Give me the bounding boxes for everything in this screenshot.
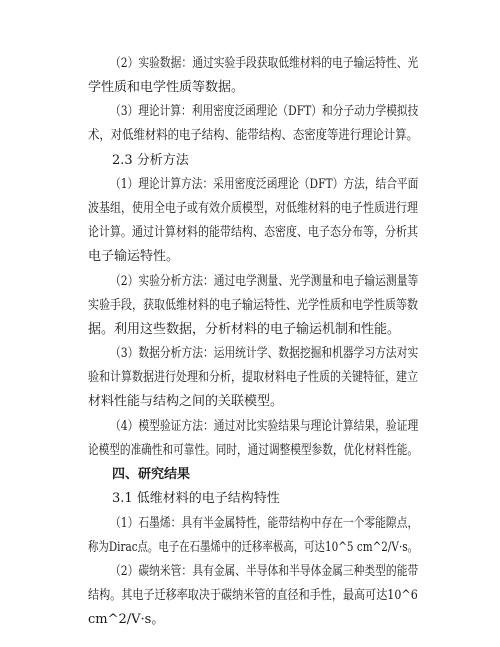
paragraph-line: （2）实验分析方法：通过电学测量、光学测量和电子输运测量等 (110, 274, 419, 289)
paragraph-line: （2）实验数据：通过实验手段获取低维材料的电子输运特性、光 (110, 56, 419, 71)
paragraph-line: 电子输运特性。 (88, 249, 180, 264)
section-heading: 3.1 低维材料的电子结构特性 (112, 491, 280, 506)
paragraph-line: （1）理论计算方法：采用密度泛函理论（DFT）方法，结合平面 (110, 177, 419, 192)
paragraph-line: 称为Dirac点。电子在石墨烯中的迁移率极高，可达10^5 cm^2/V·s。 (88, 540, 419, 555)
paragraph-line: （4）模型验证方法：通过对比实验结果与理论计算结果，验证理 (110, 419, 419, 434)
paragraph-line: （2）碳纳米管：具有金属、半导体和半导体金属三种类型的能带 (110, 564, 419, 579)
paragraph-line: 论计算。通过计算材料的能带结构、态密度、电子态分布等，分析其 (88, 225, 419, 240)
paragraph-line: （3）数据分析方法：运用统计学、数据挖掘和机器学习方法对实 (110, 346, 419, 361)
paragraph-line: 据。利用这些数据，分析材料的电子输运机制和性能。 (88, 322, 401, 337)
paragraph-line: 术，对低维材料的电子结构、能带结构、态密度等进行理论计算。 (88, 128, 419, 143)
paragraph-line: 论模型的准确性和可靠性。同时，通过调整模型参数，优化材料性能。 (88, 443, 419, 458)
paragraph-line: 验和计算数据进行处理和分析，提取材料电子性质的关键特征，建立 (88, 370, 419, 385)
paragraph-line: 学性质和电学性质等数据。 (88, 80, 245, 95)
paragraph-line: 材料性能与结构之间的关联模型。 (88, 394, 284, 409)
paragraph-line: 波基组，使用全电子或有效介质模型，对低维材料的电子性质进行理 (88, 201, 419, 216)
chapter-heading: 四、研究结果 (112, 467, 191, 482)
paragraph-line: cm^2/V·s。 (88, 612, 165, 627)
paragraph-line: 结构。其电子迁移率取决于碳纳米管的直径和手性，最高可达10^6 (88, 588, 418, 603)
section-heading: 2.3 分析方法 (112, 153, 189, 168)
paragraph-line: 实验手段，获取低维材料的电子输运特性、光学性质和电学性质等数 (88, 298, 419, 313)
paragraph-line: （1）石墨烯：具有半金属特性，能带结构中存在一个零能隙点， (110, 516, 419, 531)
paragraph-line: （3）理论计算：利用密度泛函理论（DFT）和分子动力学模拟技 (110, 104, 419, 119)
